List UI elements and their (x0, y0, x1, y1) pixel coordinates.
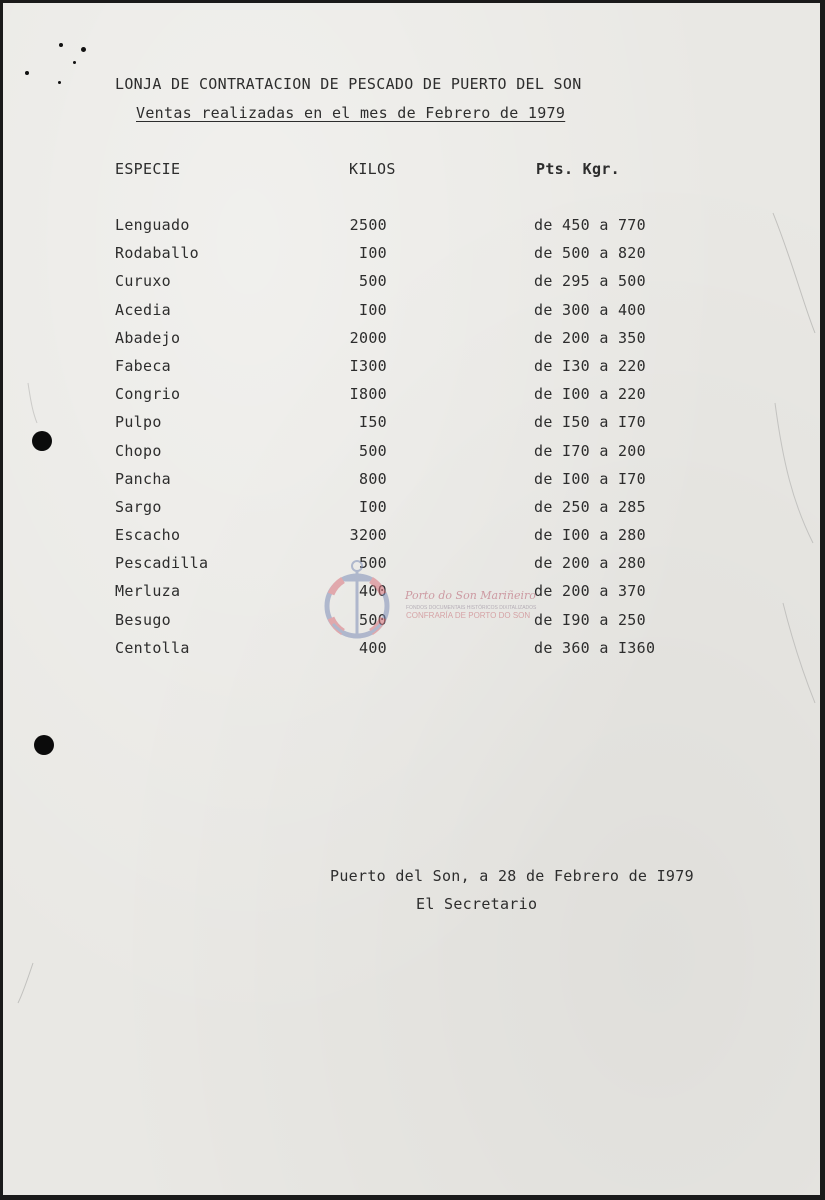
cell-precio: de 360 a I360 (534, 638, 656, 657)
cell-precio: de I50 a I70 (534, 413, 646, 432)
cell-kilos: I00 (359, 497, 387, 516)
cell-kilos: I00 (359, 244, 387, 263)
cell-especie: Acedia (115, 300, 171, 319)
cell-precio: de I00 a I70 (534, 469, 646, 488)
cell-kilos: 500 (359, 272, 387, 291)
watermark-org: CONFRARÍA DE PORTO DO SON (406, 611, 531, 620)
cell-especie: Rodaballo (115, 244, 199, 263)
table-row (3, 385, 820, 413)
watermark-name: Porto do Son Mariñeiro (405, 589, 536, 602)
cell-especie: Lenguado (115, 216, 190, 234)
cell-especie: Sargo (115, 497, 162, 516)
cell-precio: de I00 a 220 (534, 385, 646, 404)
column-header-kilos: KILOS (349, 160, 396, 178)
cell-precio: de I30 a 220 (534, 356, 646, 375)
cell-especie: Chopo (115, 441, 162, 460)
document-page (3, 3, 820, 1195)
table-row (3, 413, 820, 441)
cell-especie: Centolla (115, 638, 190, 657)
cell-kilos: I300 (349, 356, 387, 375)
cell-kilos: I00 (359, 300, 387, 319)
cell-precio: de 295 a 500 (534, 272, 646, 291)
table-row (3, 301, 820, 329)
cell-especie: Congrio (115, 385, 181, 404)
document-subtitle: Ventas realizadas en el mes de Febrero de 1979 (136, 104, 566, 122)
table-row (3, 216, 820, 244)
cell-kilos: I800 (349, 385, 387, 404)
cell-especie: Abadejo (115, 328, 181, 347)
cell-kilos: 3200 (349, 526, 387, 545)
footer-place-date: Puerto del Son, a 28 de Febrero de I979 (330, 867, 694, 885)
cell-precio: de I90 a 250 (534, 610, 646, 629)
cell-kilos: 500 (359, 610, 387, 629)
cell-especie: Merluza (115, 582, 181, 601)
cell-precio: de I70 a 200 (534, 441, 646, 460)
cell-precio: de 500 a 820 (534, 244, 646, 263)
column-header-especie: ESPECIE (115, 160, 181, 178)
cell-precio: de I00 a 280 (534, 526, 646, 545)
cell-precio: de 300 a 400 (534, 300, 646, 319)
table-row (3, 526, 820, 554)
cell-especie: Pescadilla (115, 554, 209, 573)
table-row (3, 244, 820, 272)
table-row (3, 329, 820, 357)
cell-precio: de 200 a 350 (534, 328, 646, 347)
cell-kilos: 400 (359, 582, 387, 601)
cell-especie: Escacho (115, 526, 181, 545)
table-row (3, 357, 820, 385)
cell-precio: de 200 a 280 (534, 554, 646, 573)
cell-precio: de 450 a 770 (534, 216, 646, 234)
cell-kilos: 2000 (349, 328, 387, 347)
column-header-precio: Pts. Kgr. (536, 160, 620, 178)
table-row (3, 470, 820, 498)
table-row (3, 272, 820, 300)
cell-kilos: 500 (359, 441, 387, 460)
cell-especie: Pulpo (115, 413, 162, 432)
cell-kilos: I50 (359, 413, 387, 432)
document-title: LONJA DE CONTRATACION DE PESCADO DE PUERTO DEL SON (115, 75, 582, 93)
table-row (3, 442, 820, 470)
cell-kilos: 500 (359, 554, 387, 573)
watermark-subline: FONDOS DOCUMENTAIS HISTÓRICOS DIXITALIZADOS (406, 605, 537, 611)
cell-kilos: 400 (359, 638, 387, 657)
cell-kilos: 2500 (349, 216, 387, 234)
cell-especie: Curuxo (115, 272, 171, 291)
cell-especie: Pancha (115, 469, 171, 488)
cell-precio: de 250 a 285 (534, 497, 646, 516)
cell-especie: Besugo (115, 610, 171, 629)
table-row (3, 498, 820, 526)
cell-kilos: 800 (359, 469, 387, 488)
cell-precio: de 200 a 370 (534, 582, 646, 601)
footer-signature: El Secretario (416, 895, 538, 913)
cell-especie: Fabeca (115, 356, 171, 375)
archive-watermark (317, 558, 537, 648)
anchor-lifebuoy-icon (317, 558, 407, 648)
